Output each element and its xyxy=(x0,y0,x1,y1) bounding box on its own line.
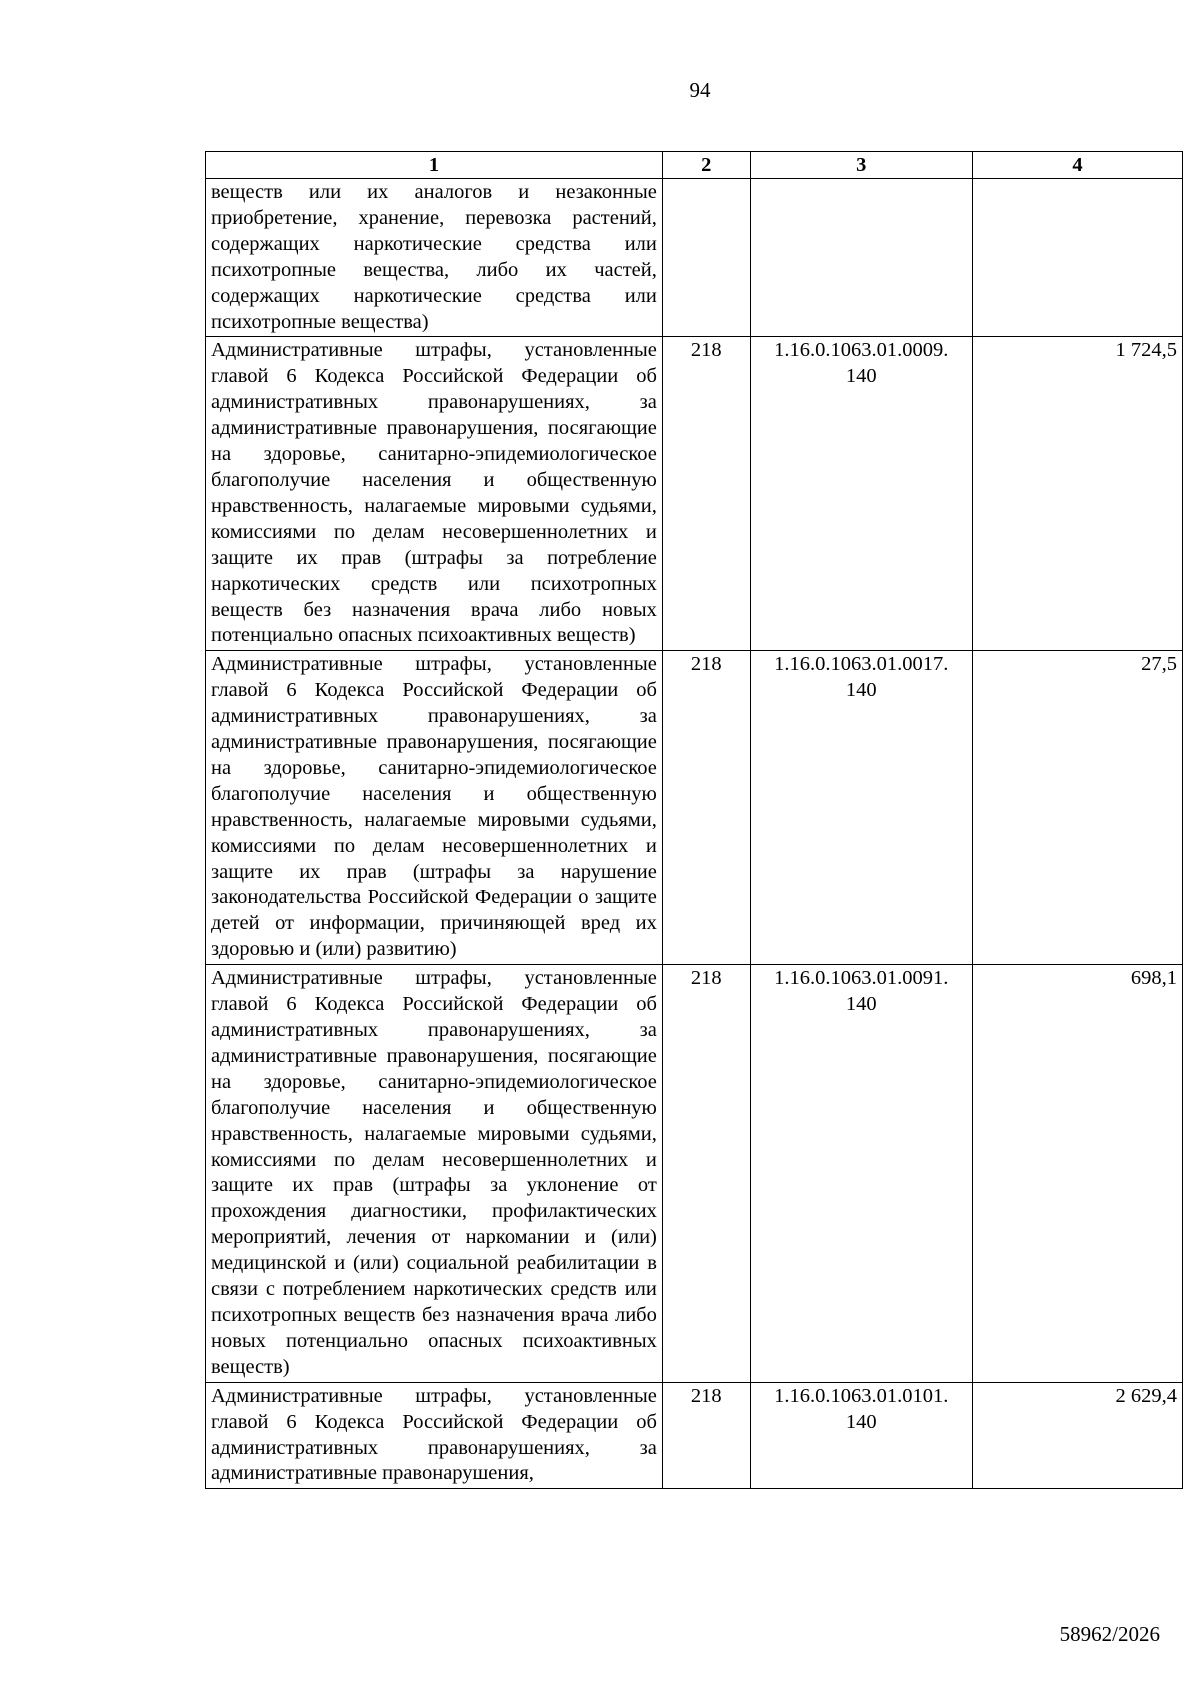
table-row xyxy=(206,1382,1183,1489)
row-admin-code: 218 xyxy=(662,1382,750,1489)
table-row xyxy=(206,179,1183,337)
row-amount: 2 629,4 xyxy=(972,1382,1182,1489)
revenue-table xyxy=(205,151,1183,1489)
row-description: веществ или их аналогов и незаконные приобретение, хранение, перевозка растений, содержащих наркотические средства или психотропные вещества, либо их частей, содержащих наркотические средства или психотропные вещества) xyxy=(206,179,663,337)
row-amount: 698,1 xyxy=(972,965,1182,1383)
row-kbk-code xyxy=(750,179,972,337)
document-id: 58962/2026 xyxy=(1059,1622,1160,1646)
page-number: 94 xyxy=(689,78,711,102)
row-admin-code: 218 xyxy=(662,651,750,965)
row-admin-code: 218 xyxy=(662,965,750,1383)
row-kbk-code: 1.16.0.1063.01.0017. 140 xyxy=(750,651,972,965)
table-row xyxy=(206,965,1183,1383)
column-header-2: 2 xyxy=(662,152,750,179)
column-header-1: 1 xyxy=(206,152,663,179)
row-kbk-code: 1.16.0.1063.01.0091. 140 xyxy=(750,965,972,1383)
row-admin-code: 218 xyxy=(662,337,750,651)
row-amount xyxy=(972,179,1182,337)
table-header-row xyxy=(206,152,1183,179)
row-description: Административные штрафы, установленные главой 6 Кодекса Российской Федерации об административных правонарушениях, за административные правонарушения, посягающие на здоровье, санитарно-эпидемиологическое благополучие населения и общественную нравственность, налагаемые мировыми судьями, комиссиями по делам несовершеннолетних и защите их прав (штрафы за уклонение от прохождения диагностики, профилактических мероприятий, лечения от наркомании и (или) медицинской и (или) социальной реабилитации в связи с потреблением наркотических средств или психотропных веществ без назначения врача либо новых потенциально опасных психоактивных веществ) xyxy=(206,965,663,1383)
row-kbk-code: 1.16.0.1063.01.0009. 140 xyxy=(750,337,972,651)
table-row xyxy=(206,651,1183,965)
table-row xyxy=(206,337,1183,651)
row-amount: 1 724,5 xyxy=(972,337,1182,651)
row-kbk-code: 1.16.0.1063.01.0101. 140 xyxy=(750,1382,972,1489)
row-admin-code xyxy=(662,179,750,337)
column-header-3: 3 xyxy=(750,152,972,179)
row-description: Административные штрафы, установленные главой 6 Кодекса Российской Федерации об административных правонарушениях, за административные правонарушения, xyxy=(206,1382,663,1489)
row-description: Административные штрафы, установленные главой 6 Кодекса Российской Федерации об административных правонарушениях, за административные правонарушения, посягающие на здоровье, санитарно-эпидемиологическое благополучие населения и общественную нравственность, налагаемые мировыми судьями, комиссиями по делам несовершеннолетних и защите их прав (штрафы за нарушение законодательства Российской Федерации о защите детей от информации, причиняющей вред их здоровью и (или) развитию) xyxy=(206,651,663,965)
row-amount: 27,5 xyxy=(972,651,1182,965)
row-description: Административные штрафы, установленные главой 6 Кодекса Российской Федерации об административных правонарушениях, за административные правонарушения, посягающие на здоровье, санитарно-эпидемиологическое благополучие населения и общественную нравственность, налагаемые мировыми судьями, комиссиями по делам несовершеннолетних и защите их прав (штрафы за потребление наркотических средств или психотропных веществ без назначения врача либо новых потенциально опасных психоактивных веществ) xyxy=(206,337,663,651)
column-header-4: 4 xyxy=(972,152,1182,179)
